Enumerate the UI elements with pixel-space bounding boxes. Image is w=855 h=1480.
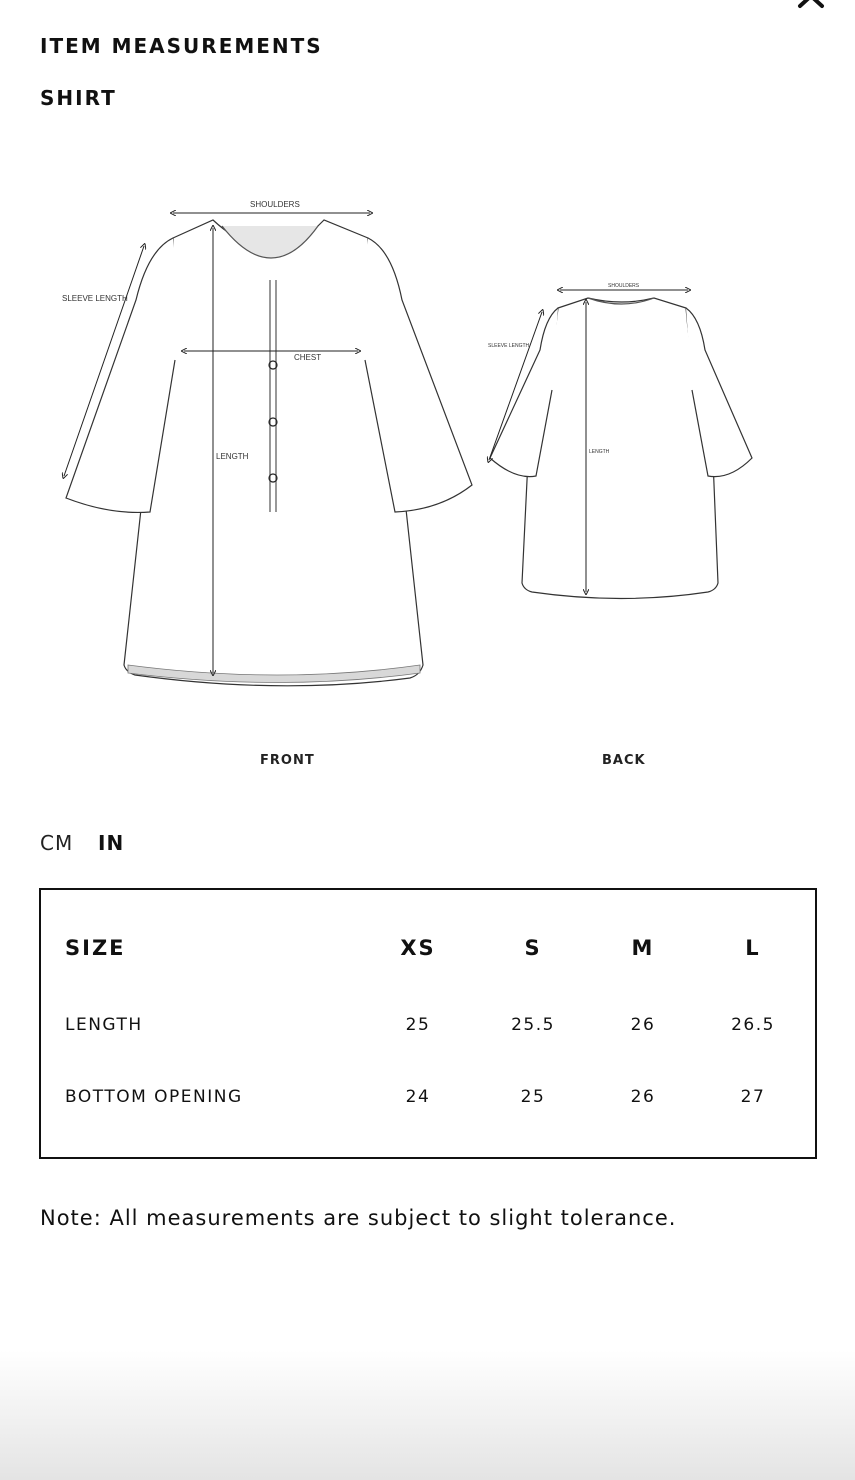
product-type-heading: SHIRT [40,86,117,110]
close-icon [794,0,830,12]
front-shoulders-label: SHOULDERS [250,200,300,209]
page-title: ITEM MEASUREMENTS [40,34,323,58]
tolerance-note: Note: All measurements are subject to slight tolerance. [40,1206,677,1230]
size-chart-table [39,888,817,1159]
front-view-label: FRONT [260,753,315,768]
table-cell: 26 [630,1015,656,1035]
size-column-header: SIZE [65,936,126,960]
table-cell: 27 [740,1087,766,1107]
size-header-m: M [631,936,655,960]
close-button[interactable] [794,0,830,12]
back-length-label: LENGTH [589,449,610,455]
table-cell: 25 [405,1015,431,1035]
table-cell: 25.5 [511,1015,555,1035]
shirt-diagram-illustration [40,140,800,800]
table-cell: 24 [405,1087,431,1107]
unit-option-in[interactable]: IN [98,831,125,855]
measurement-diagram [40,140,800,800]
size-header-l: L [745,936,761,960]
table-cell: 25 [520,1087,546,1107]
row-label-bottom-opening: BOTTOM OPENING [65,1087,243,1107]
bottom-shade [0,1350,855,1480]
back-sleeve-length-label: SLEEVE LENGTH [488,343,530,349]
row-label-length: LENGTH [65,1015,143,1035]
front-length-label: LENGTH [216,452,249,461]
unit-option-cm[interactable]: CM [40,831,74,855]
size-header-xs: XS [400,936,436,960]
front-shirt-drawing [66,220,472,686]
table-cell: 26 [630,1087,656,1107]
front-sleeve-length-label: SLEEVE LENGTH [62,294,128,303]
back-shoulders-label: SHOULDERS [608,283,640,289]
back-shirt-drawing [490,298,752,599]
back-view-label: BACK [602,753,646,768]
size-header-s: S [524,936,542,960]
table-cell: 26.5 [731,1015,775,1035]
front-chest-label: CHEST [294,353,322,362]
